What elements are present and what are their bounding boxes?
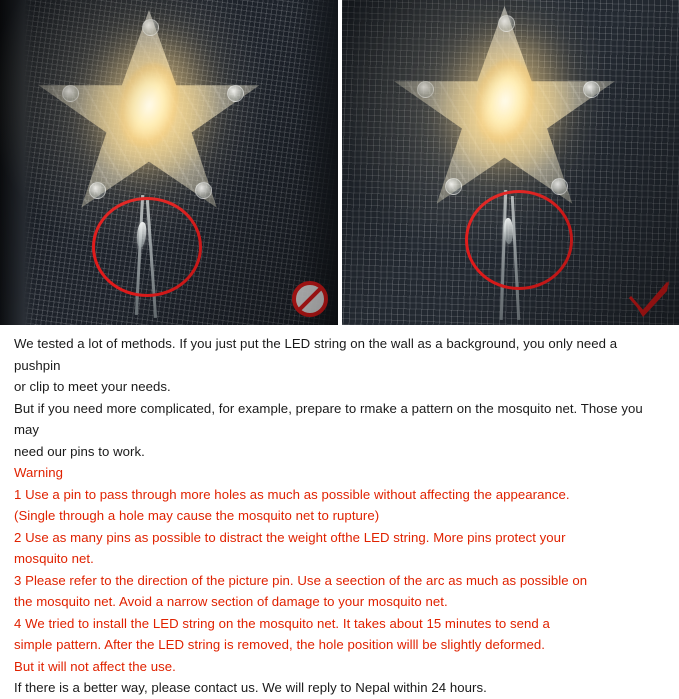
warning-line: 2 Use as many pins as possible to distract the weight ofthe LED string. More pins protect your	[14, 527, 665, 549]
instruction-text-block	[0, 325, 679, 699]
warning-line: mosquito net.	[14, 548, 665, 570]
warning-heading: Warning	[14, 462, 665, 484]
instruction-line: or clip to meet your needs.	[14, 376, 665, 398]
check-icon	[627, 279, 671, 319]
instruction-line: We tested a lot of methods. If you just put the LED string on the wall as a background, you only need a pushpin	[14, 333, 665, 376]
star-screw-icon	[551, 178, 568, 195]
warning-line: simple pattern. After the LED string is removed, the hole position willl be slightly deformed.	[14, 634, 665, 656]
warning-line: But it will not affect the use.	[14, 656, 665, 678]
image-panels	[0, 0, 679, 325]
star-screw-icon	[445, 178, 462, 195]
wall-shadow-left	[0, 0, 34, 325]
led-star-ornament	[34, 10, 264, 225]
left-photo-panel	[0, 0, 338, 325]
right-photo-panel	[342, 0, 679, 325]
red-circle-highlight	[465, 190, 573, 290]
contact-line: If there is a better way, please contact us. We will reply to Nepal within 24 hours.	[14, 677, 665, 699]
star-screw-icon	[498, 15, 515, 32]
red-circle-highlight	[92, 197, 202, 297]
warning-line: the mosquito net. Avoid a narrow section of damage to your mosquito net.	[14, 591, 665, 613]
instruction-line: But if you need more complicated, for example, prepare to rmake a pattern on the mosquito net. Those you may	[14, 398, 665, 441]
star-screw-icon	[142, 19, 159, 36]
warning-line: 1 Use a pin to pass through more holes as much as possible without affecting the appearance.	[14, 484, 665, 506]
warning-line: (Single through a hole may cause the mosquito net to rupture)	[14, 505, 665, 527]
instruction-line: need our pins to work.	[14, 441, 665, 463]
star-screw-icon	[62, 85, 79, 102]
star-screw-icon	[227, 85, 244, 102]
warning-line: 3 Please refer to the direction of the picture pin. Use a seection of the arc as much as possible on	[14, 570, 665, 592]
warning-line: 4 We tried to install the LED string on the mosquito net. It takes about 15 minutes to send a	[14, 613, 665, 635]
star-screw-icon	[583, 81, 600, 98]
led-star-ornament	[390, 6, 620, 221]
wall-shadow-right	[296, 0, 338, 325]
star-screw-icon	[89, 182, 106, 199]
star-screw-icon	[195, 182, 212, 199]
prohibition-icon	[292, 281, 328, 317]
